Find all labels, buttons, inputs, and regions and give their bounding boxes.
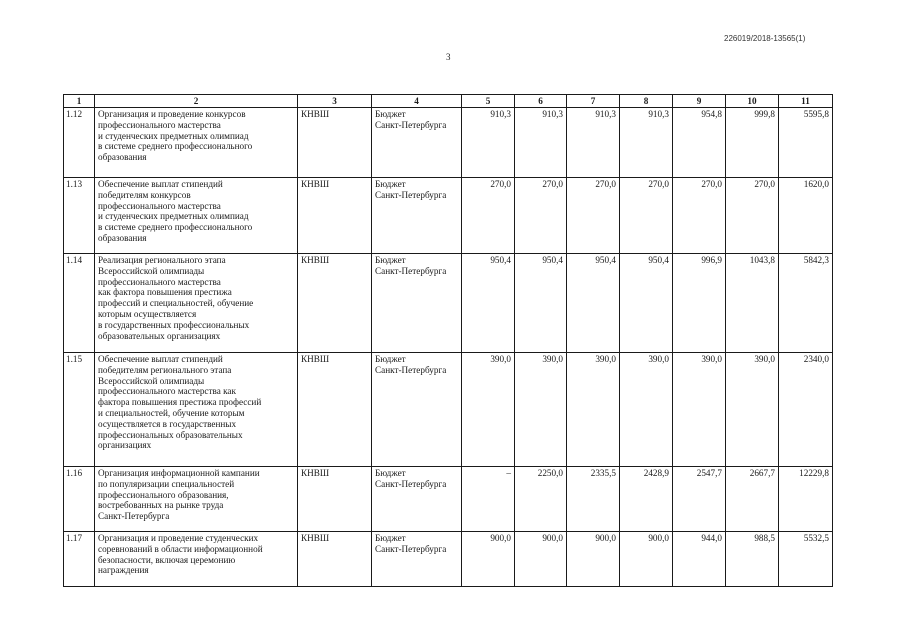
value-cell: 999,8: [726, 108, 779, 178]
column-header: 1: [64, 95, 95, 108]
value-cell: 910,3: [515, 108, 567, 178]
value-cell: 390,0: [673, 353, 726, 467]
executor-cell: КНВШ: [298, 532, 372, 587]
executor-cell: КНВШ: [298, 178, 372, 254]
value-cell: 390,0: [620, 353, 673, 467]
funding-source-cell: Бюджет Санкт-Петербурга: [372, 178, 462, 254]
funding-source-cell: Бюджет Санкт-Петербурга: [372, 467, 462, 532]
description-cell: Обеспечение выплат стипендий победителям регионального этапа Всероссийской олимпиады профессионального мастерства как фактора повышения престижа профессий и специальностей, обучение которым осуществляется в государственных профессиональных образовательных организациях: [95, 353, 298, 467]
funding-source-cell: Бюджет Санкт-Петербурга: [372, 108, 462, 178]
value-cell: 2335,5: [567, 467, 620, 532]
funding-source-cell: Бюджет Санкт-Петербурга: [372, 254, 462, 353]
value-cell: 390,0: [567, 353, 620, 467]
column-header: 2: [95, 95, 298, 108]
value-cell: 1043,8: [726, 254, 779, 353]
value-cell: 2428,9: [620, 467, 673, 532]
column-header: 9: [673, 95, 726, 108]
row-number-cell: 1.16: [64, 467, 95, 532]
value-cell: 900,0: [620, 532, 673, 587]
value-cell: 270,0: [567, 178, 620, 254]
value-cell: 996,9: [673, 254, 726, 353]
value-cell: 950,4: [515, 254, 567, 353]
table-row: [64, 254, 833, 353]
value-cell: 910,3: [462, 108, 515, 178]
table-row: [64, 532, 833, 587]
value-cell: 270,0: [673, 178, 726, 254]
value-cell: 270,0: [726, 178, 779, 254]
value-cell: 2667,7: [726, 467, 779, 532]
row-number-cell: 1.12: [64, 108, 95, 178]
page-number: 3: [446, 52, 451, 62]
column-header: 7: [567, 95, 620, 108]
value-cell: 944,0: [673, 532, 726, 587]
value-cell: 1620,0: [779, 178, 833, 254]
column-header: 11: [779, 95, 833, 108]
value-cell: 270,0: [462, 178, 515, 254]
value-cell: 390,0: [515, 353, 567, 467]
value-cell: 950,4: [620, 254, 673, 353]
column-header: 8: [620, 95, 673, 108]
value-cell: 988,5: [726, 532, 779, 587]
column-header: 4: [372, 95, 462, 108]
executor-cell: КНВШ: [298, 108, 372, 178]
value-cell: –: [462, 467, 515, 532]
value-cell: 900,0: [515, 532, 567, 587]
table-row: [64, 108, 833, 178]
row-number-cell: 1.17: [64, 532, 95, 587]
funding-source-cell: Бюджет Санкт-Петербурга: [372, 353, 462, 467]
value-cell: 2250,0: [515, 467, 567, 532]
table-row: [64, 467, 833, 532]
column-header: 5: [462, 95, 515, 108]
executor-cell: КНВШ: [298, 353, 372, 467]
budget-table: [63, 94, 833, 587]
value-cell: 900,0: [567, 532, 620, 587]
row-number-cell: 1.15: [64, 353, 95, 467]
executor-cell: КНВШ: [298, 254, 372, 353]
value-cell: 5842,3: [779, 254, 833, 353]
table-row: [64, 178, 833, 254]
value-cell: 950,4: [567, 254, 620, 353]
executor-cell: КНВШ: [298, 467, 372, 532]
column-header: 6: [515, 95, 567, 108]
value-cell: 12229,8: [779, 467, 833, 532]
description-cell: Организация и проведение студенческих соревнований в области информационной безопасности, включая церемонию награждения: [95, 532, 298, 587]
row-number-cell: 1.13: [64, 178, 95, 254]
document-id: 226019/2018-13565(1): [724, 34, 806, 43]
value-cell: 2547,7: [673, 467, 726, 532]
value-cell: 910,3: [620, 108, 673, 178]
column-header: 3: [298, 95, 372, 108]
description-cell: Обеспечение выплат стипендий победителям конкурсов профессионального мастерства и студенческих предметных олимпиад в системе среднего профессионального образования: [95, 178, 298, 254]
value-cell: 270,0: [515, 178, 567, 254]
value-cell: 5532,5: [779, 532, 833, 587]
table-row: [64, 353, 833, 467]
description-cell: Реализация регионального этапа Всероссийской олимпиады профессионального мастерства как фактора повышения престижа профессий и специальностей, обучение которым осуществляется в государственных профессиональных образовательных организациях: [95, 254, 298, 353]
row-number-cell: 1.14: [64, 254, 95, 353]
value-cell: 2340,0: [779, 353, 833, 467]
value-cell: 390,0: [726, 353, 779, 467]
description-cell: Организация и проведение конкурсов профессионального мастерства и студенческих предметных олимпиад в системе среднего профессионального образования: [95, 108, 298, 178]
value-cell: 390,0: [462, 353, 515, 467]
description-cell: Организация информационной кампании по популяризации специальностей профессионального образования, востребованных на рынке труда Санкт-Петербурга: [95, 467, 298, 532]
value-cell: 270,0: [620, 178, 673, 254]
value-cell: 954,8: [673, 108, 726, 178]
value-cell: 5595,8: [779, 108, 833, 178]
table-header-row: [64, 95, 833, 108]
value-cell: 900,0: [462, 532, 515, 587]
value-cell: 950,4: [462, 254, 515, 353]
funding-source-cell: Бюджет Санкт-Петербурга: [372, 532, 462, 587]
value-cell: 910,3: [567, 108, 620, 178]
column-header: 10: [726, 95, 779, 108]
